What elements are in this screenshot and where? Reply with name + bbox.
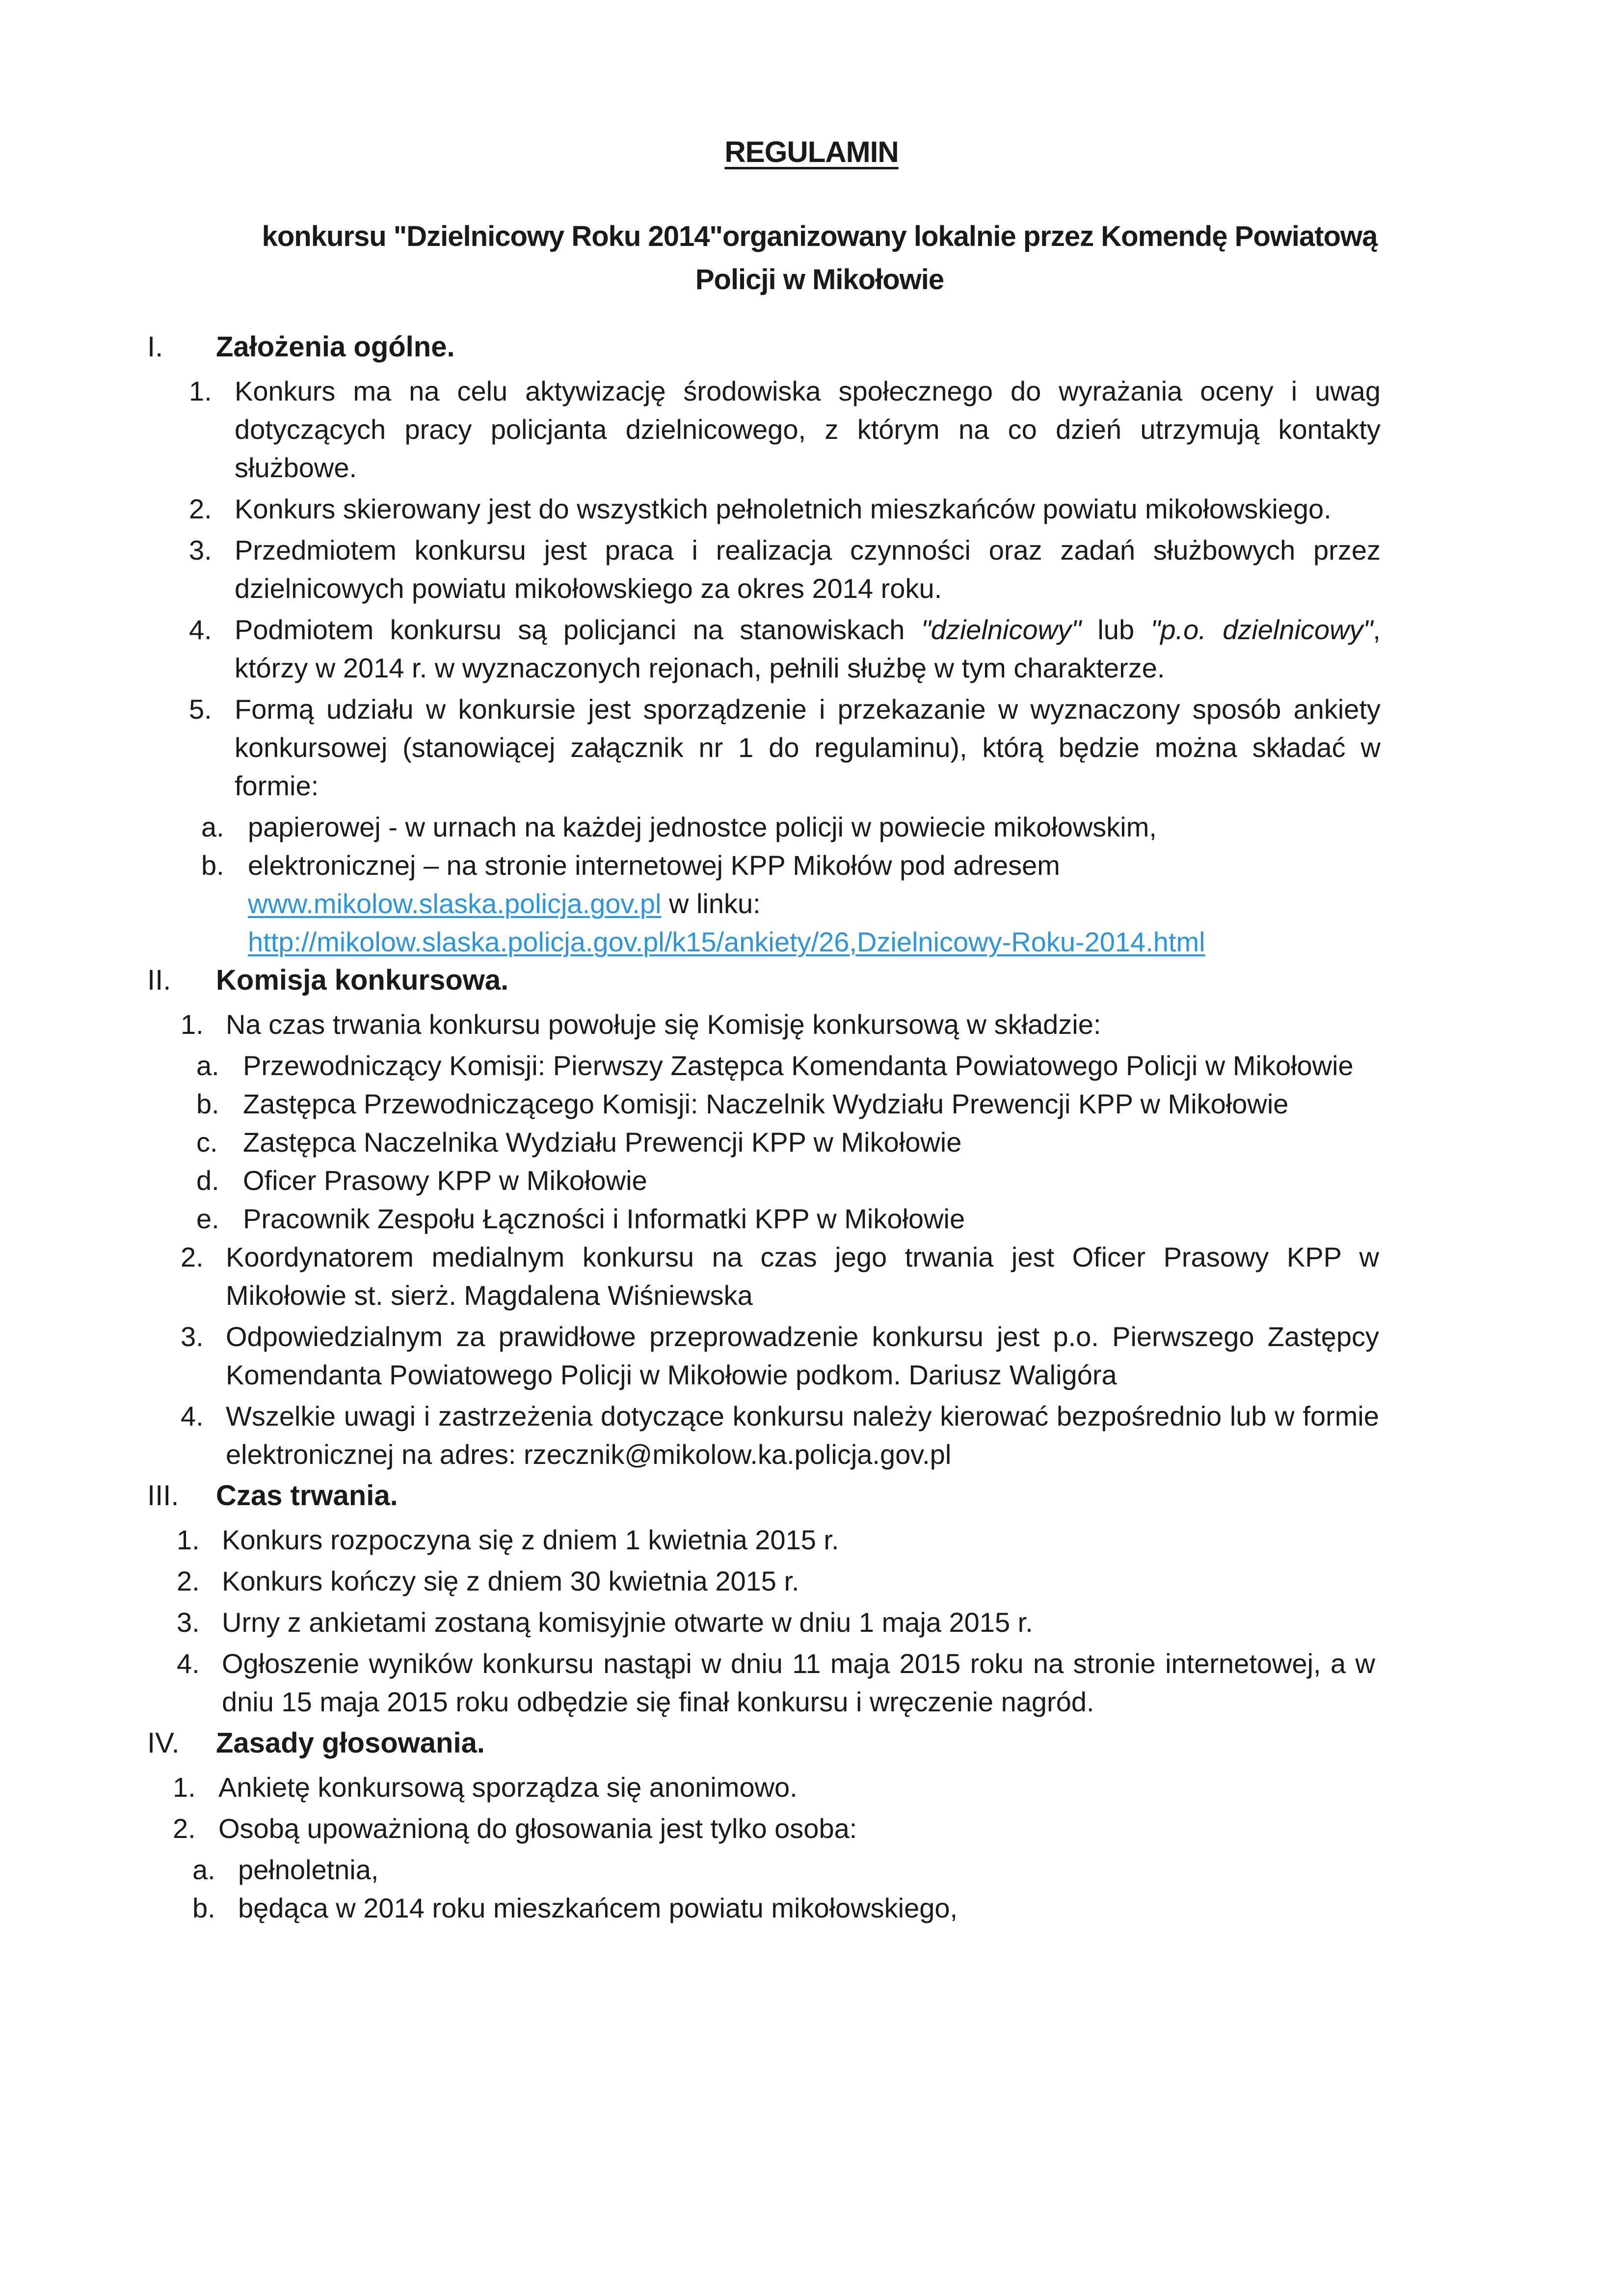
item-text-part: Podmiotem konkursu są policjanci na stanowiskach bbox=[235, 614, 921, 645]
item-number: 2. bbox=[177, 1566, 200, 1596]
list-item bbox=[0, 611, 1623, 687]
item-number: 2. bbox=[189, 493, 212, 524]
sub-item-letter: d. bbox=[196, 1165, 219, 1196]
item-number: 3. bbox=[181, 1321, 204, 1352]
survey-link[interactable]: http://mikolow.slaska.policja.gov.pl/k15/ankiety/26,Dzielnicowy-Roku-2014.html bbox=[248, 926, 1205, 957]
list-item bbox=[0, 372, 1623, 487]
item-text: Przedmiotem konkursu jest praca i realizacja czynności oraz zadań służbowych przez dzielnicowych powiatu mikołowskiego za okres 2014 roku. bbox=[235, 535, 1381, 604]
sub-item-letter: a. bbox=[196, 1050, 219, 1081]
item-text: Urny z ankietami zostaną komisyjnie otwarte w dniu 1 maja 2015 r. bbox=[222, 1607, 1033, 1638]
list-item bbox=[0, 1397, 1623, 1474]
document-subtitle bbox=[231, 215, 1409, 301]
item-text: Konkurs ma na celu aktywizację środowiska społecznego do wyrażania oceny i uwag dotyczących pracy policjanta dzielnicowego, z którym na co dzień utrzymują kontakty służbowe. bbox=[235, 376, 1381, 483]
list-item bbox=[0, 1005, 1623, 1044]
section-heading bbox=[0, 328, 1623, 372]
italic-term-dzielnicowy: "dzielnicowy" bbox=[921, 614, 1081, 645]
item-number: 2. bbox=[181, 1242, 204, 1272]
item-number: 1. bbox=[173, 1772, 196, 1803]
italic-term-po-dzielnicowy: "p.o. dzielnicowy" bbox=[1150, 614, 1373, 645]
item-text: Wszelkie uwagi i zastrzeżenia dotyczące konkursu należy kierować bezpośrednio lub w formie elektronicznej na adres: rzecznik@mikolow.ka.policja.gov.pl bbox=[226, 1401, 1379, 1470]
item-text: Konkurs rozpoczyna się z dniem 1 kwietnia 2015 r. bbox=[222, 1524, 839, 1555]
item-text-part: lub bbox=[1081, 614, 1151, 645]
item-text: Formą udziału w konkursie jest sporządzenie i przekazanie w wyznaczony sposób ankiety konkursowej (stanowiącej załącznik nr 1 do regulaminu), którą będzie można składać w formie: bbox=[235, 694, 1381, 801]
item-text: Odpowiedzialnym za prawidłowe przeprowadzenie konkursu jest p.o. Pierwszego Zastępcy Komendanta Powiatowego Policji w Mikołowie podkom. Dariusz Waligóra bbox=[226, 1321, 1379, 1390]
sub-item bbox=[0, 1085, 1623, 1123]
item-number: 4. bbox=[181, 1401, 204, 1432]
section-heading bbox=[0, 1477, 1623, 1521]
sub-item bbox=[0, 1162, 1623, 1200]
item-number: 1. bbox=[181, 1009, 204, 1040]
item-number: 3. bbox=[189, 535, 212, 566]
section-heading bbox=[0, 961, 1623, 1005]
item-text: Ogłoszenie wyników konkursu nastąpi w dniu 11 maja 2015 roku na stronie internetowej, a w dniu 15 maja 2015 roku odbędzie się finał konkursu i wręczenie nagród. bbox=[222, 1648, 1375, 1717]
sub-item bbox=[0, 1889, 1623, 1927]
subtitle-line-1: konkursu "Dzielnicowy Roku 2014"organizowany lokalnie przez Komendę Powiatową bbox=[262, 220, 1378, 252]
item-text: Konkurs skierowany jest do wszystkich pełnoletnich mieszkańców powiatu mikołowskiego. bbox=[235, 493, 1331, 524]
sub-item-text: Pracownik Zespołu Łączności i Informatki KPP w Mikołowie bbox=[243, 1203, 965, 1234]
sub-item-text-line: elektronicznej – na stronie internetowej KPP Mikołów pod adresem bbox=[248, 850, 1060, 881]
website-link[interactable]: www.mikolow.slaska.policja.gov.pl bbox=[248, 888, 662, 919]
item-number: 4. bbox=[177, 1648, 200, 1679]
sub-item-letter: b. bbox=[192, 1892, 215, 1923]
sub-item-letter: a. bbox=[192, 1854, 215, 1885]
section-voting-rules bbox=[0, 1724, 1623, 1927]
subtitle-line-2: Policji w Mikołowie bbox=[695, 264, 944, 296]
item-number: 1. bbox=[177, 1524, 200, 1555]
item-text: Konkurs kończy się z dniem 30 kwietnia 2015 r. bbox=[222, 1566, 799, 1596]
section-title: Komisja konkursowa. bbox=[216, 964, 509, 996]
sub-item-letter: e. bbox=[196, 1203, 219, 1234]
link-line bbox=[248, 923, 1367, 961]
sub-item-letter: c. bbox=[196, 1127, 218, 1158]
list-item bbox=[0, 1238, 1623, 1315]
sub-item-letter: a. bbox=[201, 811, 224, 842]
list-item bbox=[0, 531, 1623, 608]
sub-item bbox=[0, 808, 1623, 846]
section-number: I. bbox=[147, 331, 163, 363]
sub-item bbox=[0, 846, 1623, 961]
section-number: III. bbox=[147, 1480, 179, 1512]
list-item bbox=[0, 690, 1623, 805]
list-item bbox=[0, 1810, 1623, 1848]
item-number: 2. bbox=[173, 1813, 196, 1844]
sub-item-text: Przewodniczący Komisji: Pierwszy Zastępca Komendanta Powiatowego Policji w Mikołowie bbox=[243, 1050, 1354, 1081]
section-title: Założenia ogólne. bbox=[216, 331, 455, 363]
sub-item-text bbox=[248, 846, 1367, 961]
sub-item-text: pełnoletnia, bbox=[238, 1854, 379, 1885]
list-item bbox=[0, 1521, 1623, 1559]
section-general-assumptions bbox=[0, 328, 1623, 961]
item-number: 5. bbox=[189, 694, 212, 725]
item-text: Ankietę konkursową sporządza się anonimowo. bbox=[218, 1772, 798, 1803]
list-item bbox=[0, 490, 1623, 528]
item-text: Koordynatorem medialnym konkursu na czas jego trwania jest Oficer Prasowy KPP w Mikołowie st. sierż. Magdalena Wiśniewska bbox=[226, 1242, 1379, 1311]
item-text: Na czas trwania konkursu powołuje się Komisję konkursową w składzie: bbox=[226, 1009, 1101, 1040]
sub-item-text: Zastępca Naczelnika Wydziału Prewencji KPP w Mikołowie bbox=[243, 1127, 962, 1158]
sub-item-text: papierowej - w urnach na każdej jednostce policji w powiecie mikołowskim, bbox=[248, 811, 1157, 842]
section-number: II. bbox=[147, 964, 171, 996]
item-text bbox=[235, 611, 1381, 687]
sub-item bbox=[0, 1047, 1623, 1085]
section-heading bbox=[0, 1724, 1623, 1768]
document-body bbox=[0, 328, 1623, 1927]
sub-item-letter: b. bbox=[196, 1088, 219, 1119]
sub-item bbox=[0, 1200, 1623, 1238]
list-item bbox=[0, 1318, 1623, 1394]
list-item bbox=[0, 1645, 1623, 1721]
item-number: 1. bbox=[189, 376, 212, 406]
document-title: REGULAMIN bbox=[724, 135, 899, 168]
sub-item-letter: b. bbox=[201, 850, 224, 881]
section-competition-committee bbox=[0, 961, 1623, 1474]
item-number: 3. bbox=[177, 1607, 200, 1638]
section-number: IV. bbox=[147, 1727, 180, 1759]
section-duration bbox=[0, 1477, 1623, 1721]
item-text-part: , którzy w 2014 r. w wyznaczonych rejonach, pełnili służbę w tym charakterze. bbox=[235, 614, 1381, 683]
section-title: Zasady głosowania. bbox=[216, 1727, 485, 1759]
section-title: Czas trwania. bbox=[216, 1480, 398, 1512]
sub-item-text: Zastępca Przewodniczącego Komisji: Naczelnik Wydziału Prewencji KPP w Mikołowie bbox=[243, 1088, 1289, 1119]
link-line bbox=[248, 885, 1367, 923]
item-text: Osobą upoważnioną do głosowania jest tylko osoba: bbox=[218, 1813, 857, 1844]
list-item bbox=[0, 1562, 1623, 1600]
sub-item-text: będąca w 2014 roku mieszkańcem powiatu mikołowskiego, bbox=[238, 1892, 958, 1923]
list-item bbox=[0, 1768, 1623, 1807]
sub-item bbox=[0, 1123, 1623, 1162]
item-number: 4. bbox=[189, 614, 212, 645]
sub-item bbox=[0, 1851, 1623, 1889]
list-item bbox=[0, 1603, 1623, 1642]
link-suffix: w linku: bbox=[661, 888, 761, 919]
sub-item-text: Oficer Prasowy KPP w Mikołowie bbox=[243, 1165, 647, 1196]
